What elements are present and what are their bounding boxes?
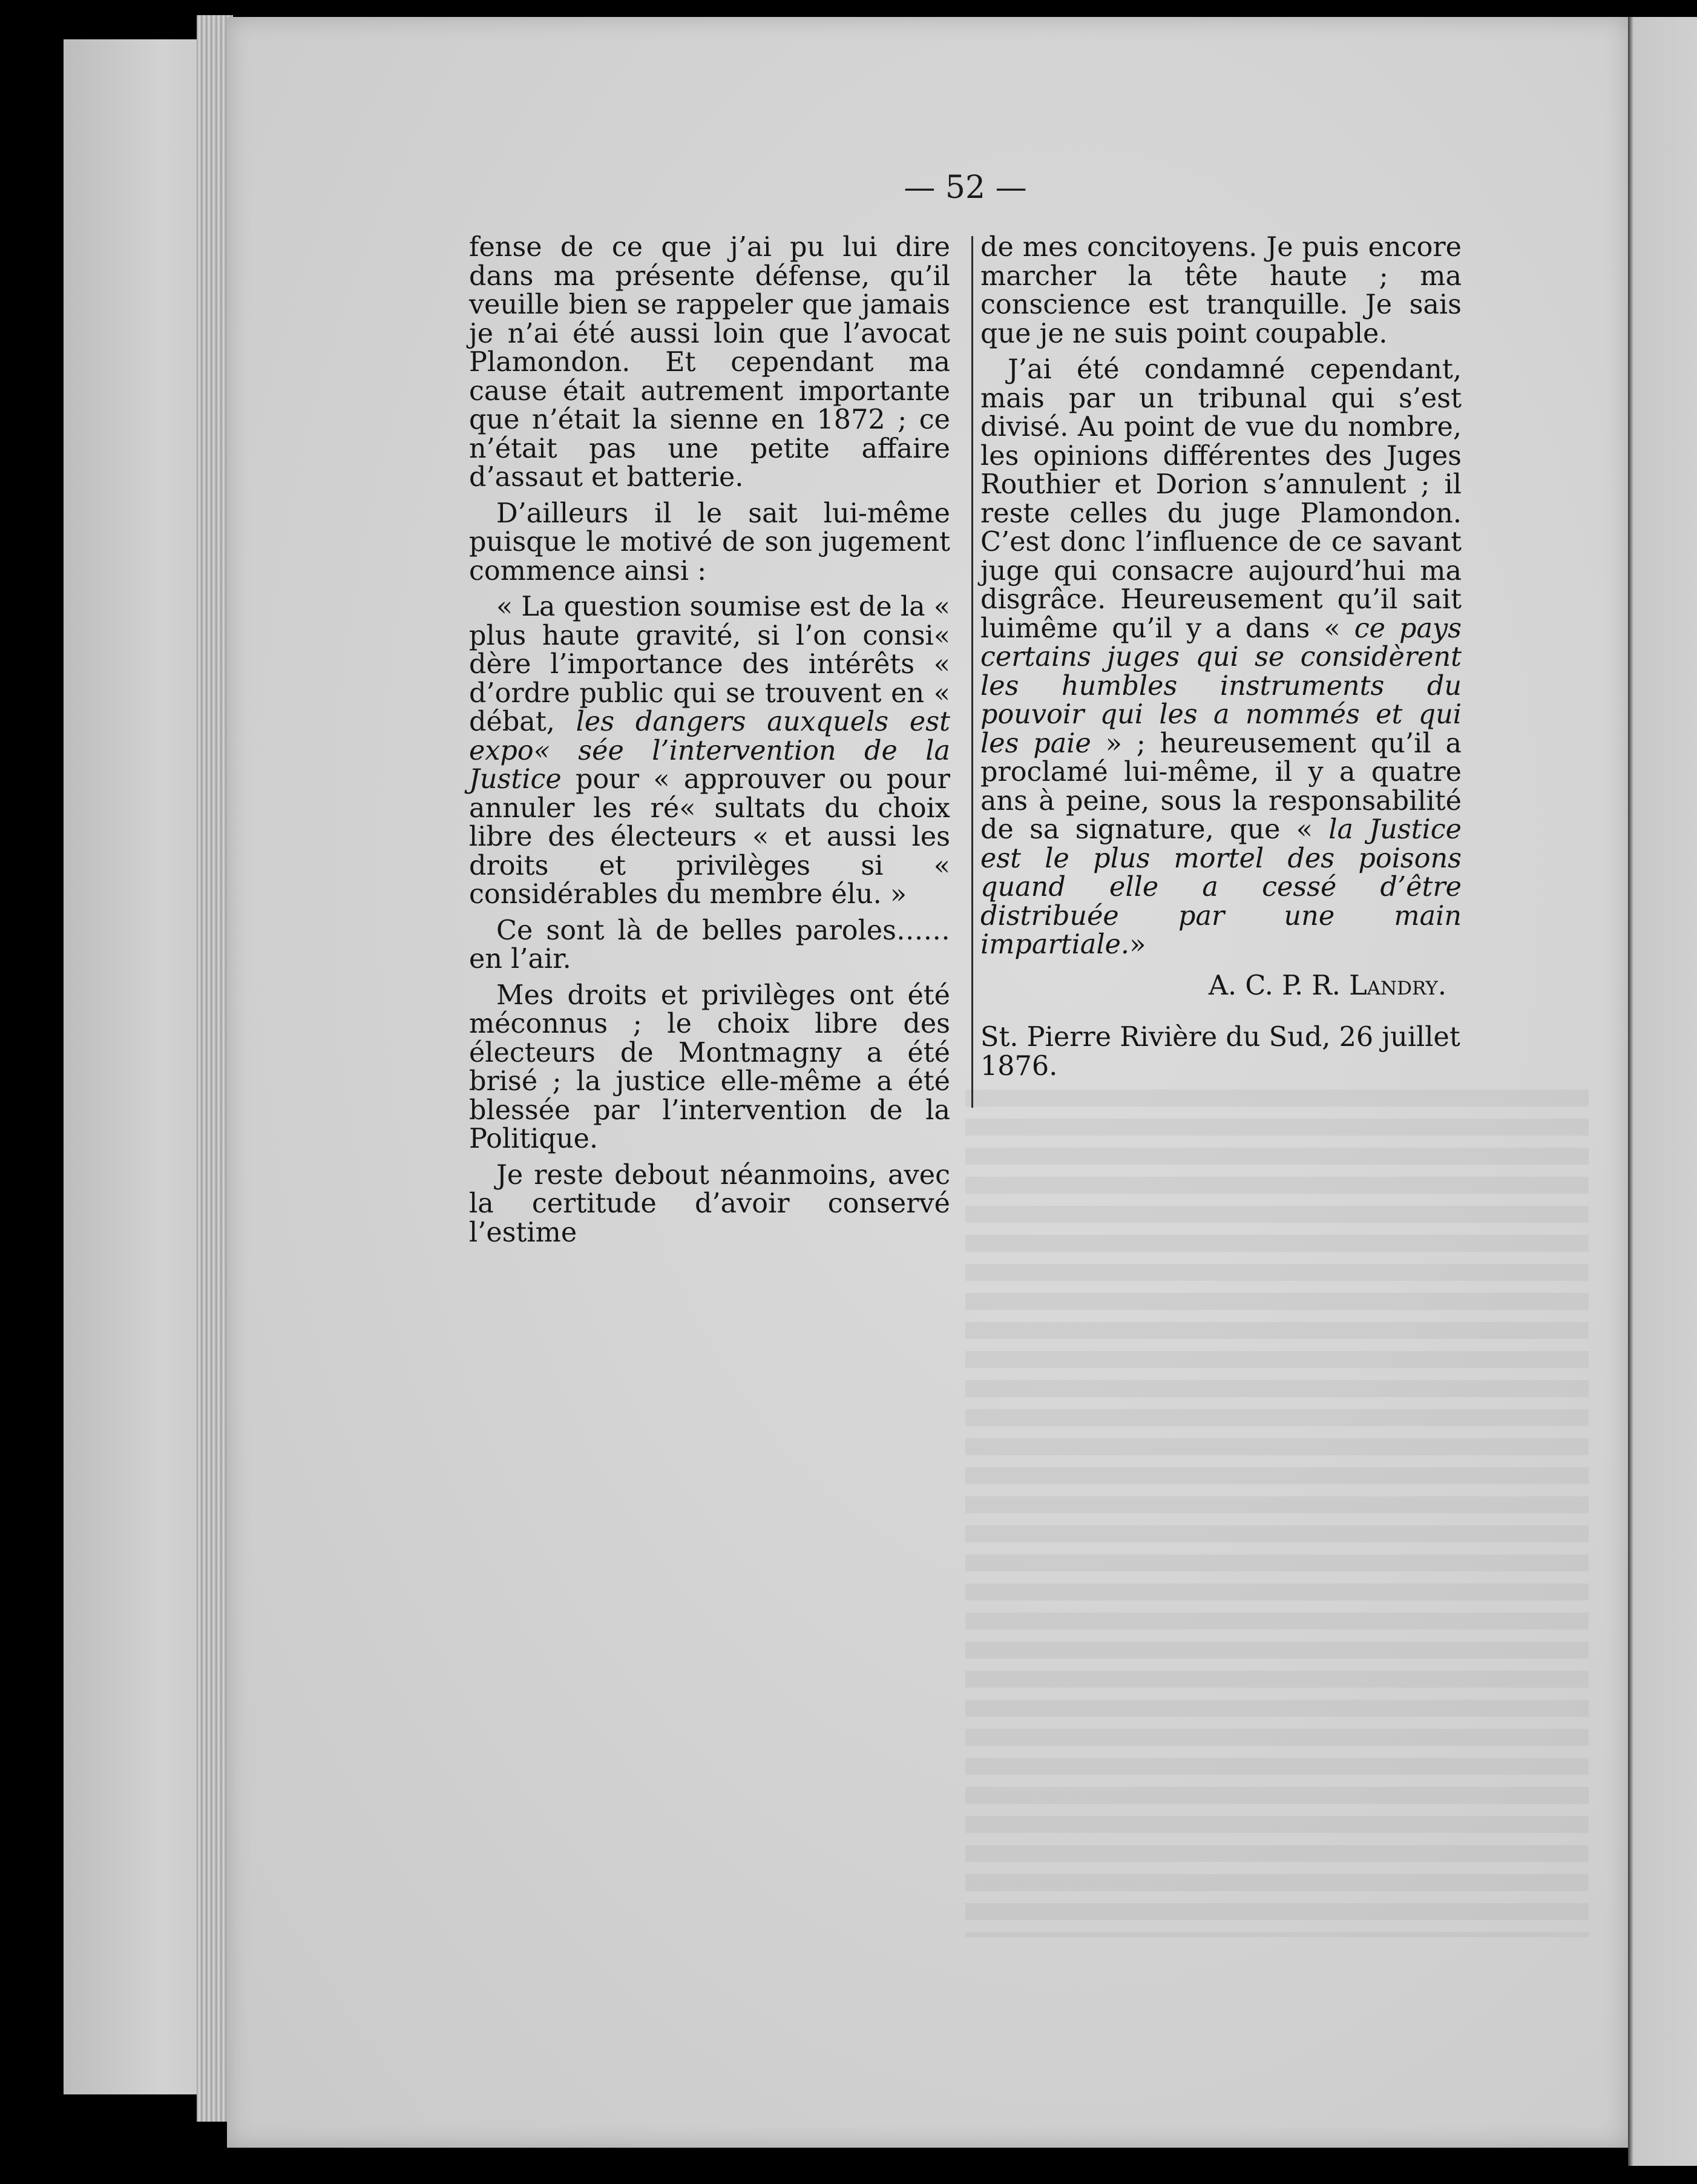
dateline: St. Pierre Rivière du Sud, 26 juillet 1876. — [980, 1022, 1460, 1082]
right-italic-2: la Justice est le plus mortel des poisons quand elle a cessé d’être distribuée par une main impartiale. — [980, 814, 1462, 960]
left-column — [469, 233, 950, 1254]
right-text-a: J’ai été condamné cependant, mais par un tribunal qui s’est divisé. Au point de vue du nombre, les opinions différentes des Juges Routhier et Dorion s’annulent ; il reste celles du juge Plamondon. C’est donc l’influence de ce savant juge qui consacre aujourd’hui ma disgrâce. Heureusement qu’il sait luimême qu’il y a dans « — [980, 354, 1462, 644]
left-paragraph-1: fense de ce que j’ai pu lui dire dans ma présente défense, qu’il veuille bien se rappeler que jamais je n’ai été aussi loin que l’avocat Plamondon. Et cependant ma cause était autrement importante que n’était la sienne en 1872 ; ce n’était pas une petite affaire d’assaut et batterie. — [469, 232, 950, 493]
judgment-quote — [469, 593, 950, 909]
right-paragraph-2 — [980, 355, 1462, 959]
left-paragraph-5: Je reste debout néanmoins, avec la certitude d’avoir conservé l’estime — [469, 1159, 950, 1248]
bleed-through-text — [965, 1090, 1589, 1937]
quote-text-end: pour « approuver ou pour annuler les ré« sultats du choix libre des électeurs « et aussi les droits et privilèges si « considérables du membre élu. » — [469, 764, 950, 910]
left-paragraph-3: Ce sont là de belles paroles……en l’air. — [469, 915, 950, 975]
left-paragraph-4: Mes droits et privilèges ont été méconnus ; le choix libre des électeurs de Montmagny a été brisé ; la justice elle-même a été blessée par l’intervention de la Politique. — [469, 979, 950, 1154]
right-paragraph-1: de mes concitoyens. Je puis encore marcher la tête haute ; ma conscience est tranquille. Je sais que je ne suis point coupable. — [980, 232, 1462, 349]
right-italic-1: ce pays certains juges qui se considèrent les humbles instruments du pouvoir qui les a nommés et qui les paie — [980, 613, 1462, 759]
right-text-c: » — [1129, 929, 1146, 960]
quote-italic-text: les dangers auxquels est expo« sée l’intervention de la Justice — [469, 706, 950, 795]
column-divider — [971, 236, 973, 1108]
right-text-b: » ; heureusement qu’il a proclamé lui-même, il y a quatre ans à peine, sous la responsabilité de sa signature, que « — [980, 728, 1462, 845]
facing-page-edge — [1628, 17, 1697, 2166]
page-number: — 52 — — [904, 169, 1027, 206]
left-paragraph-2: D’ailleurs il le sait lui-même puisque le motivé de son jugement commence ainsi : — [469, 498, 950, 587]
signature: A. C. P. R. Landry. — [1208, 970, 1446, 1001]
quote-text-start: « La question soumise est de la « plus haute gravité, si l’on consi« dère l’importance des intérêts « d’ordre public qui se trouvent en « débat, — [469, 591, 950, 737]
right-column — [980, 233, 1462, 1088]
